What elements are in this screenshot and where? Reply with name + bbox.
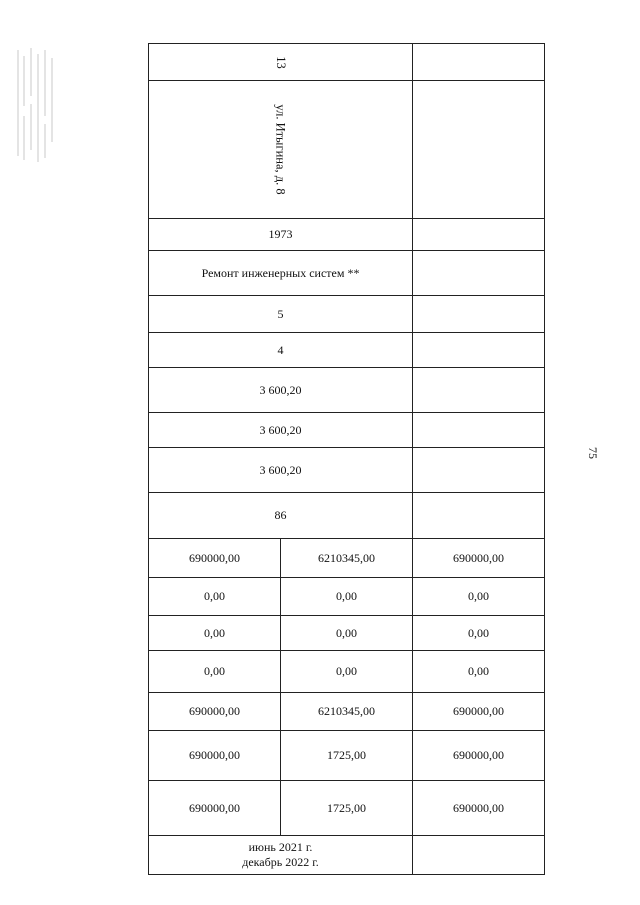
table-cell: 0,00 bbox=[204, 664, 225, 678]
value-b-cell: 4 bbox=[277, 342, 284, 357]
value-a-cell: 5 bbox=[277, 306, 284, 321]
table-cell: 1725,00 bbox=[327, 800, 366, 815]
table-cell: 690000,00 bbox=[189, 800, 240, 815]
table-cell: 0,00 bbox=[204, 625, 225, 640]
table-cell: 6210345,00 bbox=[318, 704, 375, 718]
table-cell: 690000,00 bbox=[189, 704, 240, 718]
period-start: июнь 2021 г. bbox=[248, 840, 313, 854]
table-cell: 0,00 bbox=[468, 625, 489, 640]
year-cell: 1973 bbox=[268, 227, 293, 241]
period-end: декабрь 2022 г. bbox=[242, 855, 319, 869]
table-cell: 0,00 bbox=[468, 664, 489, 678]
value-c-cell: 86 bbox=[274, 508, 287, 522]
table-cell: 690000,00 bbox=[453, 550, 504, 565]
area-2-cell: 3 600,20 bbox=[259, 422, 302, 437]
page-number: 75 bbox=[586, 447, 601, 459]
row-number-cell: 13 bbox=[274, 55, 288, 69]
table-cell: 690000,00 bbox=[189, 550, 240, 565]
work-type-cell: Ремонт инженерных систем ** bbox=[201, 265, 360, 280]
table-cell: 690000,00 bbox=[189, 748, 240, 762]
address-cell: ул. Итыгина, д. 8 bbox=[274, 104, 288, 195]
table-cell: 0,00 bbox=[336, 664, 357, 678]
table-cell: 0,00 bbox=[336, 589, 357, 603]
table-cell: 690000,00 bbox=[453, 748, 504, 762]
table-cell: 0,00 bbox=[336, 625, 357, 640]
table-cell: 690000,00 bbox=[453, 800, 504, 815]
area-3-cell: 3 600,20 bbox=[259, 462, 302, 477]
table-cell: 690000,00 bbox=[453, 704, 504, 718]
area-1-cell: 3 600,20 bbox=[259, 382, 302, 397]
table-cell: 0,00 bbox=[204, 589, 225, 603]
table-cell: 0,00 bbox=[468, 589, 489, 603]
table-cell: 1725,00 bbox=[327, 748, 366, 762]
table-cell: 6210345,00 bbox=[318, 550, 375, 565]
period-cell bbox=[149, 836, 412, 874]
